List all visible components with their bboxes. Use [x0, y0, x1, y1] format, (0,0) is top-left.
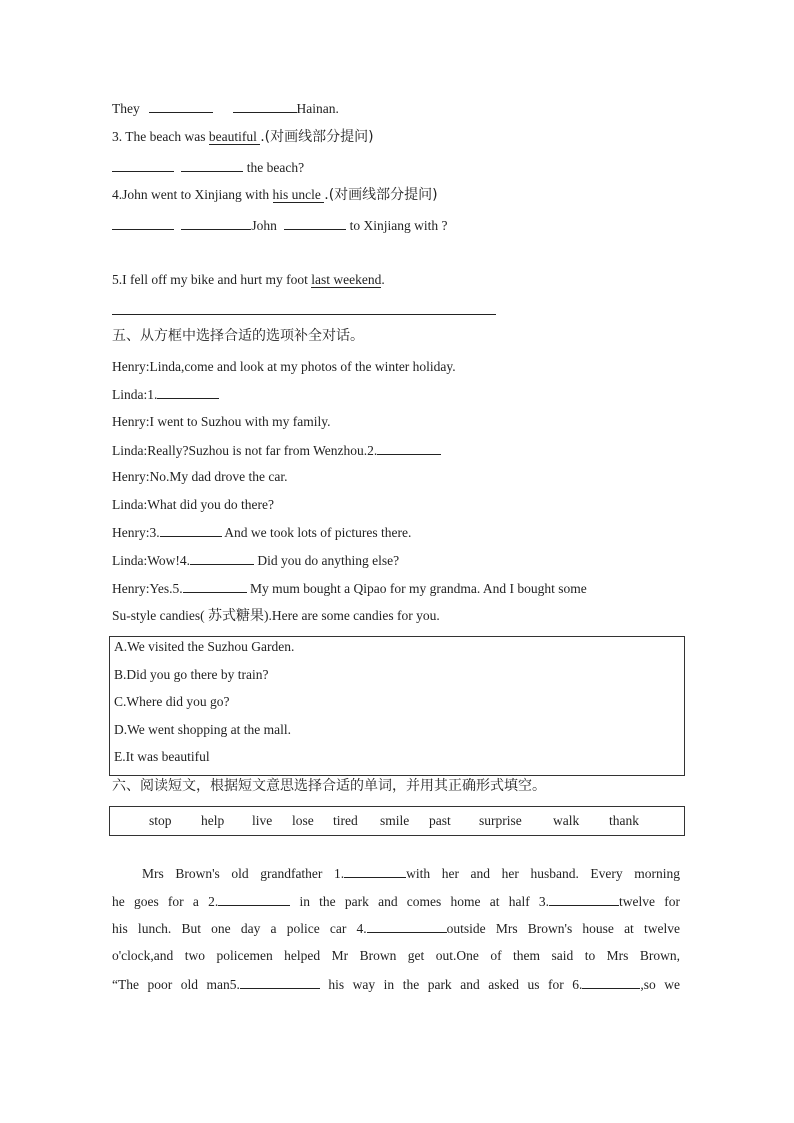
rewrite-line-2: [112, 127, 374, 147]
text: John: [251, 218, 277, 233]
answer-blank[interactable]: [582, 974, 640, 989]
dialogue-line: [112, 606, 440, 626]
answer-blank[interactable]: [112, 157, 174, 172]
dialogue-text: And we took lots of pictures there.: [221, 525, 412, 540]
underlined-text: beautiful: [208, 129, 261, 144]
answer-blank[interactable]: [218, 891, 290, 906]
text: 3. The beach was: [112, 129, 209, 144]
dialogue-line: [112, 357, 456, 377]
dialogue-text: 苏式糖果: [207, 608, 264, 624]
dialogue-text: Henry:I went to Suzhou with my family.: [112, 414, 331, 429]
text: They: [112, 101, 140, 116]
dialogue-line: [112, 522, 411, 543]
passage-text: outside Mrs Brown's house at twelve: [446, 921, 680, 936]
word-option: surprise: [479, 813, 522, 828]
dialogue-text: Su-style candies(: [112, 608, 208, 623]
passage-text: Mrs Brown's old grandfather 1.: [142, 866, 345, 881]
dialogue-line: [112, 440, 441, 461]
option-d: D.We went shopping at the mall.: [114, 722, 292, 737]
word-option: smile: [380, 813, 410, 828]
passage-line: [112, 974, 680, 995]
dialogue-text: ).Here are some candies for you.: [263, 608, 440, 623]
answer-blank[interactable]: [233, 98, 297, 113]
option-e: E.It was beautiful: [114, 749, 210, 764]
dialogue-line: [112, 412, 330, 432]
options-box: [109, 636, 685, 776]
instruction: .(对画线部分提问): [260, 129, 374, 145]
section-6-heading: 六、阅读短文，根据短文意思选择合适的单词，并用其正确形式填空。: [112, 778, 546, 794]
dialogue-text: My mum bought a Qipao for my grandma. And I bought some: [246, 581, 587, 596]
passage-text: ,so we: [640, 977, 680, 992]
word-option: tired: [333, 813, 358, 828]
answer-blank[interactable]: [181, 157, 243, 172]
answer-blank[interactable]: [160, 522, 222, 537]
passage-line: [112, 891, 680, 912]
text: 5.I fell off my bike and hurt my foot: [112, 272, 312, 287]
passage-line: [112, 946, 680, 966]
dialogue-line: [112, 384, 219, 405]
answer-blank[interactable]: [181, 215, 251, 230]
rewrite-line-5: [112, 215, 448, 236]
option-b: B.Did you go there by train?: [114, 667, 269, 682]
answer-blank[interactable]: [367, 918, 447, 933]
dialogue-text: Linda:Wow!4.: [112, 553, 191, 568]
answer-blank[interactable]: [344, 863, 406, 878]
dialogue-text: Did you do anything else?: [254, 553, 400, 568]
passage-text: “The poor old man5.: [112, 977, 240, 992]
word-option: walk: [553, 813, 580, 828]
passage-text: he goes for a 2.: [112, 894, 219, 909]
word-option: live: [252, 813, 273, 828]
underlined-text: his uncle: [272, 187, 325, 202]
dialogue-text: Linda:What did you do there?: [112, 497, 274, 512]
dialogue-text: Henry:Yes.5.: [112, 581, 183, 596]
option-a: A.We visited the Suzhou Garden.: [114, 639, 295, 654]
option-c: C.Where did you go?: [114, 694, 230, 709]
passage-text: with her and her husband. Every morning: [406, 866, 680, 881]
instruction: .(对画线部分提问): [324, 187, 438, 203]
answer-blank[interactable]: [284, 215, 346, 230]
word-option: past: [429, 813, 451, 828]
dialogue-line: [112, 550, 399, 571]
dialogue-line: [112, 467, 287, 487]
word-option: lose: [292, 813, 314, 828]
passage-text: his lunch. But one day a police car 4.: [112, 921, 367, 936]
answer-blank[interactable]: [157, 384, 219, 399]
section-5-heading: 五、从方框中选择合适的选项补全对话。: [112, 328, 364, 344]
word-option: help: [201, 813, 225, 828]
text: Hainan.: [296, 101, 339, 116]
passage-text: twelve for: [619, 894, 680, 909]
text: the beach?: [246, 160, 305, 175]
word-option: stop: [149, 813, 172, 828]
dialogue-text: Henry:3.: [112, 525, 160, 540]
dialogue-line: [112, 495, 274, 515]
passage-text: his way in the park and asked us for 6.: [319, 977, 583, 992]
answer-blank[interactable]: [149, 98, 213, 113]
text: to Xinjiang with ?: [349, 218, 448, 233]
answer-blank[interactable]: [549, 891, 619, 906]
rewrite-line-1: [112, 98, 339, 119]
underlined-text: last weekend: [311, 272, 382, 287]
word-box: [109, 806, 685, 836]
answer-blank[interactable]: [112, 215, 174, 230]
dialogue-text: Linda:Really?Suzhou is not far from Wenzhou.2.: [112, 443, 378, 458]
text: 4.John went to Xinjiang with: [112, 187, 273, 202]
dialogue-text: Henry:Linda,come and look at my photos of the winter holiday.: [112, 359, 456, 374]
dialogue-line: [112, 578, 587, 599]
passage-line: [112, 918, 680, 939]
answer-line[interactable]: [112, 314, 496, 315]
text: .: [381, 272, 385, 287]
answer-blank[interactable]: [377, 440, 441, 455]
rewrite-line-4: [112, 185, 438, 205]
passage-text: in the park and comes home at half 3.: [290, 894, 550, 909]
rewrite-line-3: [112, 157, 304, 178]
dialogue-text: Henry:No.My dad drove the car.: [112, 469, 288, 484]
answer-blank[interactable]: [240, 974, 320, 989]
answer-blank[interactable]: [190, 550, 254, 565]
passage-line: [112, 863, 680, 884]
passage-text: o'clock,and two policemen helped Mr Brown get out.One of them said to Mrs Brown,: [112, 948, 680, 963]
rewrite-line-6: [112, 270, 385, 290]
dialogue-text: Linda:1.: [112, 387, 158, 402]
word-option: thank: [609, 813, 639, 828]
answer-blank[interactable]: [183, 578, 247, 593]
